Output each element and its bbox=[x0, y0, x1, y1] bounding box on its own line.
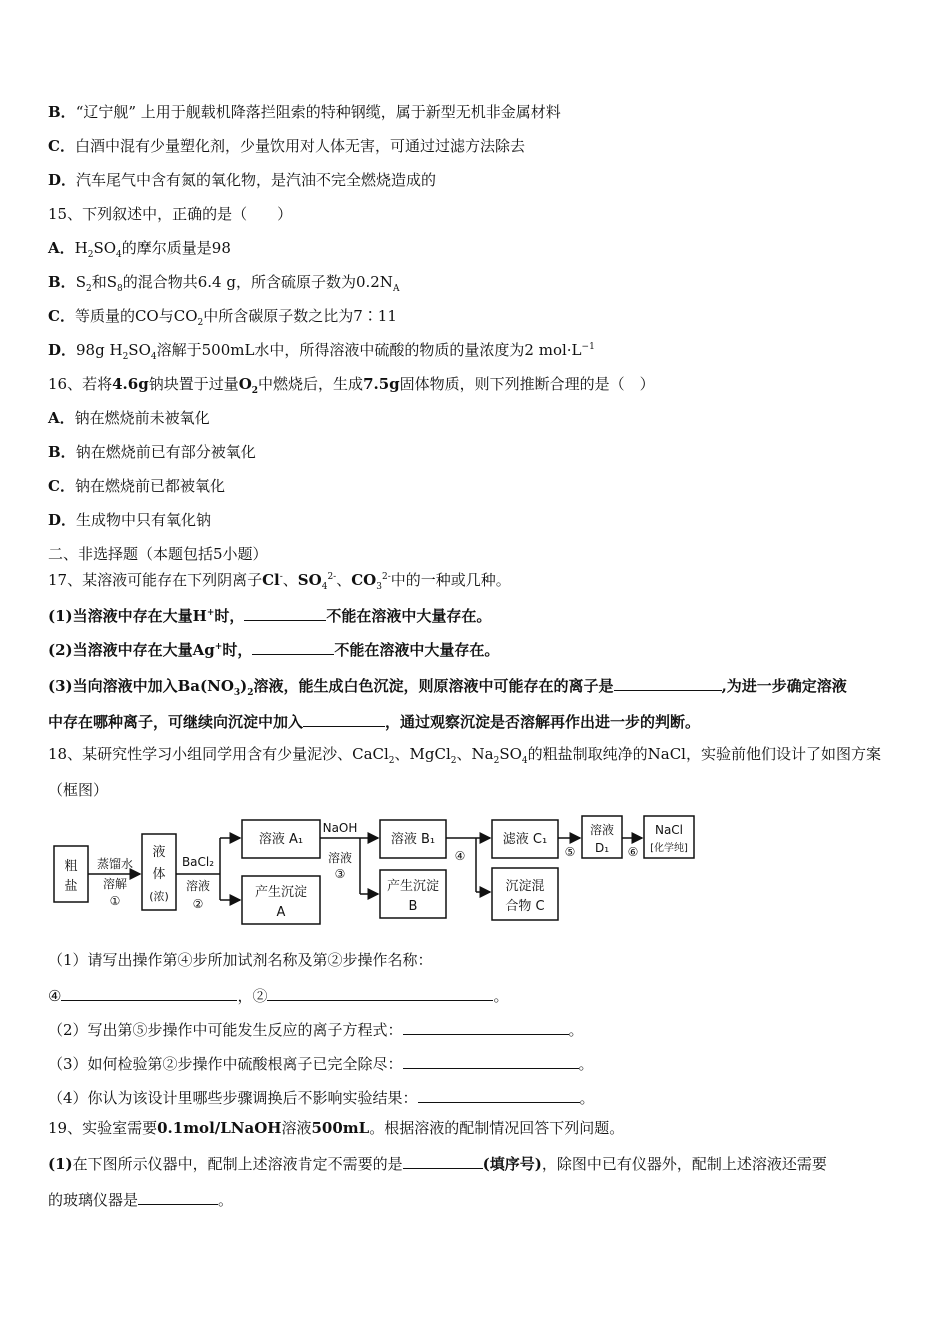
text: 。 bbox=[493, 987, 509, 1005]
ion: CO bbox=[351, 571, 377, 589]
text: 。 bbox=[579, 1089, 595, 1107]
subscript: 3 bbox=[376, 582, 382, 592]
subscript: 2 bbox=[388, 756, 395, 766]
answer-blank[interactable] bbox=[403, 1018, 569, 1035]
text: 18、某研究性学习小组同学用含有少量泥沙、CaCl bbox=[48, 745, 389, 763]
q17-part3 bbox=[48, 674, 847, 696]
text: (填序号) bbox=[482, 1155, 542, 1173]
q14-option-d bbox=[48, 170, 436, 190]
answer-blank[interactable] bbox=[403, 1052, 579, 1069]
step5-number: ⑤ bbox=[564, 845, 576, 859]
text: 7.5g bbox=[363, 375, 400, 393]
superscript: 2- bbox=[327, 572, 337, 582]
nacl-label-2: [化学纯] bbox=[650, 843, 688, 854]
text: SO bbox=[128, 341, 151, 359]
answer-blank[interactable] bbox=[614, 674, 722, 691]
section-title: 二、非选择题（本题包括5小题） bbox=[48, 545, 268, 563]
option-text: “辽宁舰” 上用于舰载机降落拦阻索的特种钢缆，属于新型无机非金属材料 bbox=[75, 103, 561, 121]
text: (1) bbox=[48, 1155, 73, 1173]
step2-reagent: BaCl₂ bbox=[181, 855, 215, 869]
text: 溶解于500mL水中，所得溶液中硫酸的物质的量浓度为2 mol·L bbox=[156, 341, 582, 359]
q16-option-c bbox=[48, 476, 225, 496]
step1-op: 溶解 bbox=[102, 877, 128, 891]
superscript: + bbox=[206, 608, 215, 618]
text: 。 bbox=[568, 1021, 584, 1039]
q15-option-b bbox=[48, 272, 399, 292]
subscript: 2 bbox=[85, 284, 92, 294]
option-text: 汽车尾气中含有氮的氧化物，是汽油不完全燃烧造成的 bbox=[76, 171, 437, 189]
q14-option-c bbox=[48, 136, 525, 156]
option-text: 钠在燃烧前未被氧化 bbox=[74, 409, 210, 427]
text: 溶液，能生成白色沉淀，则原溶液中可能存在的离子是 bbox=[253, 677, 614, 695]
subscript: 2 bbox=[122, 352, 129, 362]
liquid-label-1: 液 bbox=[152, 845, 166, 860]
text: (2)当溶液中存在大量Ag bbox=[48, 641, 215, 659]
text: 固体物质，则下列推断合理的是（ ） bbox=[399, 375, 655, 393]
precipitate-b-label-2: B bbox=[408, 899, 418, 914]
q16-stem bbox=[48, 374, 655, 394]
subscript: 8 bbox=[116, 284, 123, 294]
subscript: 2 bbox=[493, 756, 500, 766]
text: (3)当向溶液中加入Ba(NO bbox=[48, 677, 234, 695]
nacl-label-1: NaCl bbox=[654, 823, 684, 837]
text: (1)当溶液中存在大量H bbox=[48, 607, 207, 625]
text: 19、实验室需要 bbox=[48, 1119, 158, 1137]
q19-part1 bbox=[48, 1152, 827, 1174]
crude-label-2: 盐 bbox=[64, 879, 78, 894]
q15-option-a bbox=[48, 238, 231, 258]
text: 溶液 bbox=[281, 1119, 312, 1137]
answer-blank[interactable] bbox=[403, 1152, 483, 1169]
liquid-label-2: 体 bbox=[152, 867, 166, 882]
text: SO bbox=[93, 239, 117, 257]
subscript: 2 bbox=[197, 318, 204, 328]
step2-number: ② bbox=[192, 897, 204, 911]
step6-number: ⑥ bbox=[627, 845, 639, 859]
text: 时， bbox=[214, 607, 245, 625]
option-letter: C． bbox=[48, 477, 75, 495]
text: H bbox=[74, 239, 88, 257]
text: 的混合物共6.4 g，所含硫原子数为0.2N bbox=[122, 273, 393, 291]
text: 0.1mol/LNaOH bbox=[157, 1119, 282, 1137]
q16-option-b bbox=[48, 442, 256, 462]
step1-reagent: 蒸馏水 bbox=[96, 857, 134, 871]
option-letter: C． bbox=[48, 137, 75, 155]
text: ) bbox=[240, 677, 248, 695]
answer-blank[interactable] bbox=[252, 638, 334, 655]
text: 不能在溶液中大量存在。 bbox=[326, 607, 492, 625]
flow-diagram bbox=[48, 812, 708, 928]
text: 中的一种或几种。 bbox=[390, 571, 511, 589]
solution-d-label-1: 溶液 bbox=[589, 823, 615, 837]
answer-blank[interactable] bbox=[303, 710, 385, 727]
text: 钠块置于过量 bbox=[148, 375, 239, 393]
text: ，除图中已有仪器外，配制上述溶液还需要 bbox=[541, 1155, 827, 1173]
option-letter: A． bbox=[48, 239, 75, 257]
text: ④ bbox=[48, 987, 62, 1005]
solution-a-label: 溶液 A₁ bbox=[258, 832, 304, 847]
step3-reagent: NaOH bbox=[322, 821, 358, 835]
liquid-label-3: (浓) bbox=[149, 890, 169, 903]
text: 。 bbox=[578, 1055, 594, 1073]
step3-number: ③ bbox=[334, 867, 346, 881]
text: ,为进一步确定溶液 bbox=[721, 677, 847, 695]
precipitate-a-label-1: 产生沉淀 bbox=[254, 885, 308, 900]
step3-op: 溶液 bbox=[327, 851, 353, 865]
ion: SO bbox=[297, 571, 322, 589]
q19-part1-cont bbox=[48, 1188, 233, 1210]
step1-number: ① bbox=[109, 894, 121, 908]
subscript: 2 bbox=[87, 250, 94, 260]
q16-option-a bbox=[48, 408, 210, 428]
q17-part2 bbox=[48, 638, 499, 660]
option-letter: D． bbox=[48, 341, 77, 359]
crude-label-1: 粗 bbox=[64, 859, 78, 874]
q15-option-c bbox=[48, 306, 397, 326]
mixture-c-label-2: 合物 C bbox=[505, 899, 545, 914]
subscript: A bbox=[392, 284, 400, 294]
step2-op: 溶液 bbox=[185, 879, 211, 893]
superscript: + bbox=[214, 642, 223, 652]
text: O bbox=[238, 375, 252, 393]
answer-blank[interactable] bbox=[267, 984, 493, 1001]
precipitate-a-label-2: A bbox=[276, 905, 286, 920]
superscript: 2- bbox=[381, 572, 391, 582]
answer-blank[interactable] bbox=[244, 604, 326, 621]
text: 500mL bbox=[311, 1119, 370, 1137]
text: 、 bbox=[282, 571, 298, 589]
q18-sub2 bbox=[48, 1018, 584, 1040]
subscript: 2 bbox=[247, 688, 254, 698]
q19-stem bbox=[48, 1118, 624, 1138]
subscript: 2 bbox=[450, 756, 457, 766]
text: 16、若将 bbox=[48, 375, 113, 393]
ion: Cl bbox=[262, 571, 280, 589]
step4-number: ④ bbox=[454, 849, 466, 863]
subscript: 2 bbox=[251, 386, 259, 396]
q15-stem: 15、下列叙述中，正确的是（ ） bbox=[48, 205, 293, 223]
text: 中所含碳原子数之比为7∶11 bbox=[203, 307, 397, 325]
mixture-c-label-1: 沉淀混 bbox=[505, 879, 545, 894]
subscript: 4 bbox=[150, 352, 157, 362]
q18-stem bbox=[48, 744, 881, 764]
text: 。根据溶液的配制情况回答下列问题。 bbox=[369, 1119, 625, 1137]
subscript: 4 bbox=[321, 582, 328, 592]
q18-sub1-answer bbox=[48, 984, 508, 1006]
text: 不能在溶液中大量存在。 bbox=[334, 641, 500, 659]
text: （3）如何检验第②步操作中硫酸根离子已完全除尽： bbox=[48, 1055, 403, 1073]
text: ，通过观察沉淀是否溶解再作出进一步的判断。 bbox=[385, 713, 701, 731]
subscript: 4 bbox=[521, 756, 528, 766]
option-letter: C． bbox=[48, 307, 75, 325]
text: 中存在哪种离子，可继续向沉淀中加入 bbox=[48, 713, 304, 731]
solution-d-label-2: D₁ bbox=[594, 841, 610, 855]
superscript: −1 bbox=[581, 342, 595, 352]
option-letter: A． bbox=[48, 409, 75, 427]
q14-option-b bbox=[48, 102, 561, 122]
text: （2）写出第⑤步操作中可能发生反应的离子方程式： bbox=[48, 1021, 403, 1039]
q17-part3-cont bbox=[48, 710, 700, 732]
text: S bbox=[75, 273, 86, 291]
answer-blank[interactable] bbox=[418, 1086, 580, 1103]
text: （4）你认为该设计里哪些步骤调换后不影响实验结果： bbox=[48, 1089, 418, 1107]
precipitate-b-label-1: 产生沉淀 bbox=[386, 879, 440, 894]
option-text: 钠在燃烧前已有部分被氧化 bbox=[75, 443, 256, 461]
option-letter: B． bbox=[48, 273, 76, 291]
text: 17、某溶液可能存在下列阴离子 bbox=[48, 571, 263, 589]
text: 、 bbox=[336, 571, 352, 589]
q17-part1 bbox=[48, 604, 491, 626]
superscript: - bbox=[279, 572, 283, 582]
subscript: 4 bbox=[116, 250, 122, 260]
text: 时， bbox=[222, 641, 253, 659]
text: 。 bbox=[218, 1191, 234, 1209]
option-text: 生成物中只有氧化钠 bbox=[76, 511, 212, 529]
text: 等质量的CO与CO bbox=[74, 307, 198, 325]
option-letter: D． bbox=[48, 511, 77, 529]
option-letter: B． bbox=[48, 443, 76, 461]
q18-sub3 bbox=[48, 1052, 594, 1074]
subscript: 3 bbox=[233, 688, 241, 698]
text: 中燃烧后，生成 bbox=[258, 375, 364, 393]
text: 在下图所示仪器中，配制上述溶液肯定不需要的是 bbox=[72, 1155, 403, 1173]
text: 4.6g bbox=[112, 375, 149, 393]
option-letter: B． bbox=[48, 103, 76, 121]
q17-stem bbox=[48, 570, 511, 590]
option-text: 钠在燃烧前已都被氧化 bbox=[74, 477, 225, 495]
answer-blank[interactable] bbox=[61, 984, 237, 1001]
q18-stem-cont: （框图） bbox=[48, 781, 109, 799]
text: 的粗盐制取纯净的NaCl，实验前他们设计了如图方案 bbox=[527, 745, 881, 763]
filtrate-c-label: 滤液 C₁ bbox=[502, 832, 548, 847]
q16-option-d bbox=[48, 510, 211, 530]
option-text: 白酒中混有少量塑化剂，少量饮用对人体无害，可通过过滤方法除去 bbox=[74, 137, 525, 155]
text: 的摩尔质量是98 bbox=[121, 239, 231, 257]
q15-option-d bbox=[48, 340, 595, 360]
text: 、Na bbox=[456, 745, 494, 763]
text: 的玻璃仪器是 bbox=[48, 1191, 139, 1209]
text: ，② bbox=[237, 987, 268, 1005]
text: 、MgCl bbox=[394, 745, 451, 763]
solution-b-label: 溶液 B₁ bbox=[390, 832, 436, 847]
text: SO bbox=[499, 745, 522, 763]
text: 98g H bbox=[76, 341, 123, 359]
answer-blank[interactable] bbox=[138, 1188, 218, 1205]
text: 和S bbox=[91, 273, 117, 291]
option-letter: D． bbox=[48, 171, 77, 189]
q18-sub4 bbox=[48, 1086, 595, 1108]
q18-sub1: （1）请写出操作第④步所加试剂名称及第②步操作名称： bbox=[48, 951, 433, 969]
